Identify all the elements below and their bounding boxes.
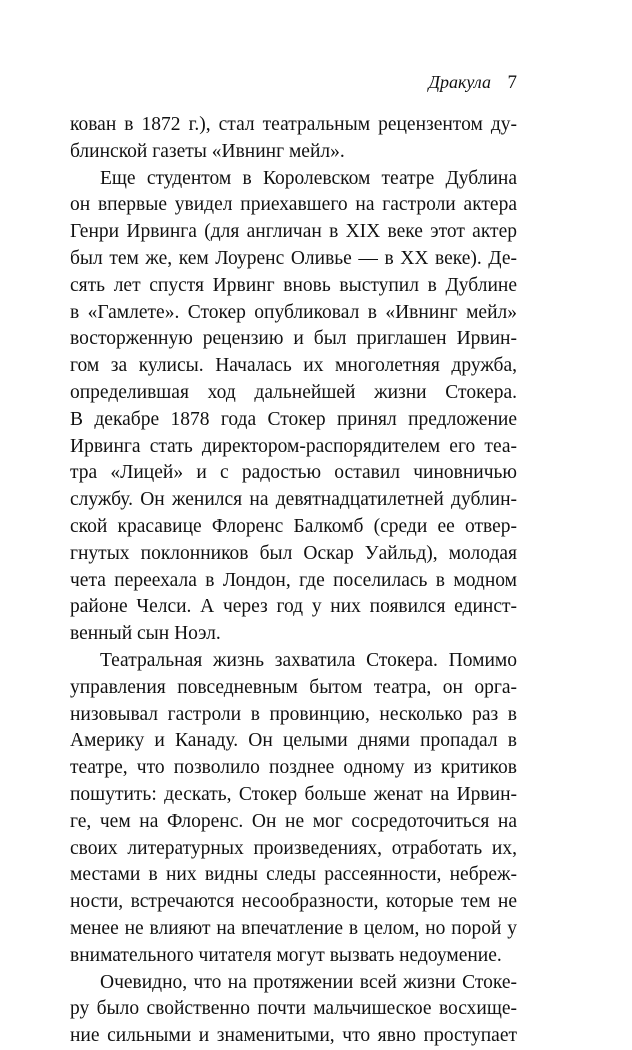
text-line: пошутить: дескать, Стокер больше женат на Ирвин- xyxy=(70,783,517,805)
text-line: Очевидно, что на протяжении всей жизни Стоке- xyxy=(100,971,517,993)
text-line: низовывал гастроли в провинцию, несколько раз в xyxy=(70,703,517,725)
text-line: ру было свойственно почти мальчишеское восхище- xyxy=(70,998,517,1020)
text-line: чета переехала в Лондон, где поселилась в модном xyxy=(70,569,517,591)
body-text xyxy=(70,112,517,1050)
text-line: гнутых поклонников был Оскар Уайльд), молодая xyxy=(70,542,517,564)
text-line: тра «Лицей» и с радостью оставил чиновничью xyxy=(70,462,517,484)
text-line: внимательного читателя могут вызвать недоумение. xyxy=(70,944,502,966)
text-line: службу. Он женился на девятнадцатилетней дублин- xyxy=(70,489,517,511)
text-line: блинской газеты «Ивнинг мейл». xyxy=(70,140,345,162)
text-line: Америку и Канаду. Он целыми днями пропадал в xyxy=(70,730,517,752)
text-line: В декабре 1878 года Стокер принял предложение xyxy=(70,408,517,430)
paragraph xyxy=(70,166,517,648)
text-line: определившая ход дальнейшей жизни Стокера. xyxy=(70,381,517,403)
text-line: Генри Ирвинга (для англичан в XIX веке этот актер xyxy=(70,221,517,243)
text-line: восторженную рецензию и был приглашен Ирвин- xyxy=(70,328,517,350)
text-line: Еще студентом в Королевском театре Дублина xyxy=(100,167,517,189)
text-line: управления повседневным бытом театра, он орга- xyxy=(70,676,517,698)
text-line: театре, что позволило позднее одному из критиков xyxy=(70,757,517,779)
text-line: кован в 1872 г.), стал театральным рецензентом ду- xyxy=(70,114,517,135)
text-line: своих литературных произведениях, отработать их, xyxy=(70,837,517,859)
text-line: Театральная жизнь захватила Стокера. Помимо xyxy=(100,649,517,671)
text-line: гом за кулисы. Началась их многолетняя дружба, xyxy=(70,355,517,377)
text-line: ге, чем на Флоренс. Он не мог сосредоточиться на xyxy=(70,810,517,832)
text-line: районе Челси. А через год у них появился единст- xyxy=(70,596,517,618)
paragraph xyxy=(70,648,517,970)
text-line: ности, встречаются несообразности, которые тем не xyxy=(70,891,517,913)
text-line: был тем же, кем Лоуренс Оливье — в XX веке). Де- xyxy=(70,247,517,269)
text-line: ской красавице Флоренс Балкомб (среди ее отвер- xyxy=(70,515,517,537)
running-head-title: Дракула xyxy=(428,72,491,92)
text-line: местами в них видны следы рассеянности, небреж- xyxy=(70,864,517,886)
text-line: ние сильными и знаменитыми, что явно проступает xyxy=(70,1025,517,1047)
text-line: менее не влияют на впечатление в целом, но порой у xyxy=(70,917,517,939)
paragraph xyxy=(70,970,517,1050)
text-line: венный сын Ноэл. xyxy=(70,623,221,645)
text-line: сять лет спустя Ирвинг вновь выступил в Дублине xyxy=(70,274,517,296)
text-line: Ирвинга стать директором-распорядителем его теа- xyxy=(70,435,517,457)
text-line: он впервые увидел приехавшего на гастроли актера xyxy=(70,194,517,216)
text-line: в «Гамлете». Стокер опубликовал в «Ивнинг мейл» xyxy=(70,301,517,323)
paragraph xyxy=(70,112,517,166)
running-head xyxy=(429,70,517,95)
page-number: 7 xyxy=(507,72,517,93)
